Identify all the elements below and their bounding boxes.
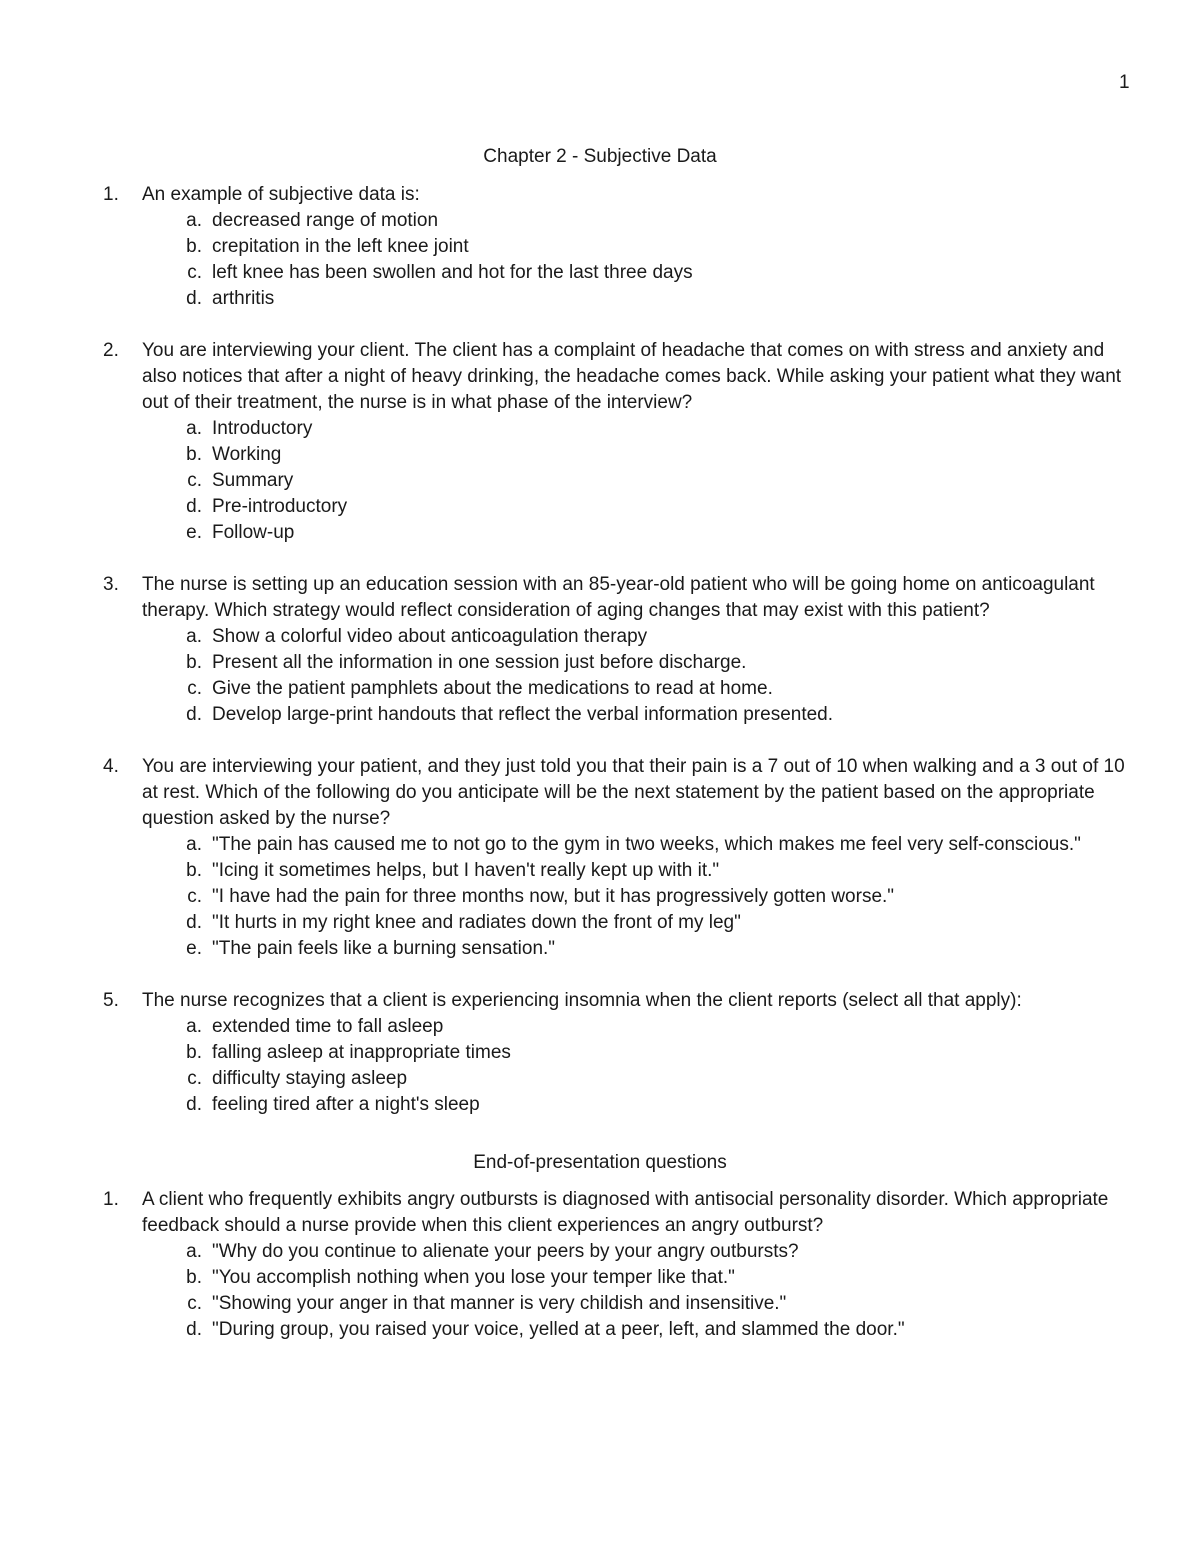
option-text: Follow-up xyxy=(212,522,295,543)
option-letter: c. xyxy=(187,1293,202,1314)
answer-option xyxy=(142,1066,1143,1092)
option-text: left knee has been swollen and hot for the last three days xyxy=(212,262,693,283)
answer-option xyxy=(142,1014,1143,1040)
option-letter: e. xyxy=(186,522,202,543)
section-title-end-of-presentation: End-of-presentation questions xyxy=(473,1152,727,1173)
question-text: You are interviewing your patient, and they just told you that their pain is a 7 out of 10 when walking and a 3 out of 10 at rest. Which of the following do you anticipate will be the next statement by the patient based on the appropriate question asked by the nurse? xyxy=(142,756,1125,829)
question-number: 3. xyxy=(103,574,119,595)
option-letter: c. xyxy=(187,1068,202,1089)
option-letter: d. xyxy=(186,1319,202,1340)
option-letter: d. xyxy=(186,288,202,309)
option-letter: d. xyxy=(186,912,202,933)
option-text: decreased range of motion xyxy=(212,210,439,231)
question-number: 1. xyxy=(103,1189,119,1210)
answer-option xyxy=(142,936,1143,962)
question-text: You are interviewing your client. The client has a complaint of headache that comes on with stress and anxiety and also notices that after a night of heavy drinking, the headache comes back. While asking your patient what they want out of their treatment, the nurse is in what phase of the interview? xyxy=(142,340,1122,413)
answer-option xyxy=(142,1265,1143,1291)
answer-option xyxy=(142,1291,1143,1317)
option-text: "I have had the pain for three months now, but it has progressively gotten worse." xyxy=(212,886,895,907)
option-letter: c. xyxy=(187,886,202,907)
option-letter: a. xyxy=(186,1016,202,1037)
option-letter: b. xyxy=(186,444,202,465)
section-title-chapter-2: Chapter 2 - Subjective Data xyxy=(483,146,717,167)
option-text: crepitation in the left knee joint xyxy=(212,236,469,257)
answer-option xyxy=(142,442,1143,468)
answer-option xyxy=(142,832,1143,858)
question-number: 4. xyxy=(103,756,119,777)
answer-option xyxy=(142,884,1143,910)
option-letter: e. xyxy=(186,938,202,959)
option-letter: a. xyxy=(186,834,202,855)
option-letter: c. xyxy=(187,470,202,491)
answer-option xyxy=(142,286,1143,312)
option-text: "During group, you raised your voice, yelled at a peer, left, and slammed the door." xyxy=(212,1319,905,1340)
question-text: The nurse recognizes that a client is experiencing insomnia when the client reports (select all that apply): xyxy=(142,990,1022,1011)
option-letter: b. xyxy=(186,1042,202,1063)
answer-option xyxy=(142,910,1143,936)
answer-option xyxy=(142,468,1143,494)
option-letter: a. xyxy=(186,418,202,439)
question-number: 2. xyxy=(103,340,119,361)
option-letter: b. xyxy=(186,860,202,881)
question xyxy=(103,572,1143,728)
page-number: 1 xyxy=(1119,72,1130,93)
answer-option xyxy=(142,650,1143,676)
answer-option xyxy=(142,1317,1143,1343)
option-text: arthritis xyxy=(212,288,275,309)
option-letter: a. xyxy=(186,626,202,647)
question xyxy=(103,1187,1143,1343)
question xyxy=(103,182,1143,312)
answer-option xyxy=(142,208,1143,234)
option-text: Give the patient pamphlets about the medications to read at home. xyxy=(212,678,773,699)
answer-option xyxy=(142,676,1143,702)
option-text: Introductory xyxy=(212,418,313,439)
question xyxy=(103,754,1143,962)
answer-option xyxy=(142,234,1143,260)
option-text: extended time to fall asleep xyxy=(212,1016,444,1037)
option-text: "You accomplish nothing when you lose your temper like that." xyxy=(212,1267,735,1288)
question-number: 5. xyxy=(103,990,119,1011)
question-text: A client who frequently exhibits angry outbursts is diagnosed with antisocial personality disorder. Which appropriate feedback should a nurse provide when this client experiences an angry outburst? xyxy=(142,1189,1109,1236)
question-number: 1. xyxy=(103,184,119,205)
answer-option xyxy=(142,1239,1143,1265)
option-letter: c. xyxy=(187,678,202,699)
option-text: falling asleep at inappropriate times xyxy=(212,1042,511,1063)
question xyxy=(103,338,1143,546)
question-list-chapter-2 xyxy=(103,182,1143,1144)
answer-option xyxy=(142,494,1143,520)
answer-option xyxy=(142,702,1143,728)
option-letter: d. xyxy=(186,704,202,725)
question-list-end-of-presentation xyxy=(103,1187,1143,1369)
option-text: "The pain has caused me to not go to the gym in two weeks, which makes me feel very self-conscious." xyxy=(212,834,1081,855)
option-text: Working xyxy=(212,444,282,465)
option-letter: b. xyxy=(186,1267,202,1288)
answer-option xyxy=(142,416,1143,442)
answer-option xyxy=(142,260,1143,286)
option-text: "Icing it sometimes helps, but I haven't really kept up with it." xyxy=(212,860,720,881)
option-text: feeling tired after a night's sleep xyxy=(212,1094,480,1115)
answer-option xyxy=(142,1092,1143,1118)
option-letter: c. xyxy=(187,262,202,283)
option-text: Pre-introductory xyxy=(212,496,348,517)
option-text: "Why do you continue to alienate your peers by your angry outbursts? xyxy=(212,1241,799,1262)
question-text: An example of subjective data is: xyxy=(142,184,420,205)
option-letter: a. xyxy=(186,1241,202,1262)
answer-option xyxy=(142,624,1143,650)
option-letter: b. xyxy=(186,236,202,257)
option-text: Develop large-print handouts that reflect the verbal information presented. xyxy=(212,704,834,725)
option-letter: d. xyxy=(186,496,202,517)
option-text: Summary xyxy=(212,470,294,491)
option-text: Present all the information in one session just before discharge. xyxy=(212,652,747,673)
question xyxy=(103,988,1143,1118)
option-letter: a. xyxy=(186,210,202,231)
option-text: "The pain feels like a burning sensation." xyxy=(212,938,556,959)
option-letter: d. xyxy=(186,1094,202,1115)
answer-option xyxy=(142,520,1143,546)
option-text: "It hurts in my right knee and radiates down the front of my leg" xyxy=(212,912,741,933)
answer-option xyxy=(142,858,1143,884)
option-text: "Showing your anger in that manner is very childish and insensitive." xyxy=(212,1293,787,1314)
option-letter: b. xyxy=(186,652,202,673)
question-text: The nurse is setting up an education session with an 85-year-old patient who will be going home on anticoagulant therapy. Which strategy would reflect consideration of aging changes that may exist with this patient? xyxy=(142,574,1095,621)
option-text: Show a colorful video about anticoagulation therapy xyxy=(212,626,648,647)
answer-option xyxy=(142,1040,1143,1066)
option-text: difficulty staying asleep xyxy=(212,1068,408,1089)
